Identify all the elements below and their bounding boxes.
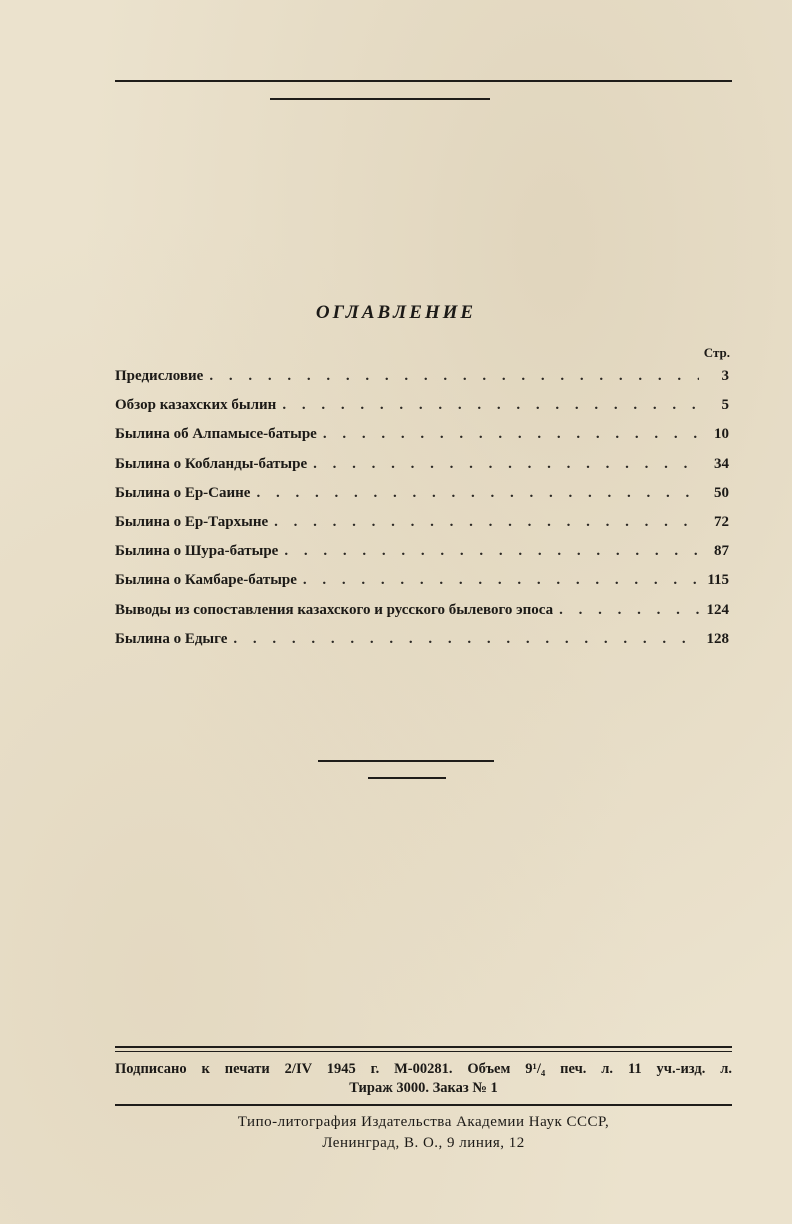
toc-entry bbox=[115, 602, 729, 631]
toc-entry-page: 115 bbox=[707, 572, 729, 589]
toc-entry-page: 3 bbox=[721, 368, 729, 384]
printer-line-2: Ленинград, В. О., 9 линия, 12 bbox=[322, 1135, 525, 1151]
toc-entry-page: 124 bbox=[706, 601, 729, 618]
imprint-block bbox=[115, 1060, 732, 1098]
toc-entry bbox=[115, 426, 729, 455]
toc-entry-page: 50 bbox=[714, 484, 729, 501]
toc-entry bbox=[115, 485, 729, 514]
imprint-rule-top bbox=[115, 1046, 732, 1048]
toc-entry bbox=[115, 514, 729, 543]
toc-heading: ОГЛАВЛЕНИЕ bbox=[315, 302, 477, 323]
toc-entry-title: Былина о Едыге bbox=[115, 630, 228, 647]
leader-dots bbox=[284, 543, 699, 560]
printer-line-1: Типо-литография Издательства Академии Наук СССР, bbox=[237, 1114, 610, 1130]
toc-entry-title: Былина о Кобланды-батыре bbox=[115, 455, 308, 472]
leader-dots bbox=[313, 456, 699, 473]
leader-dots bbox=[303, 572, 699, 589]
mid-rule bbox=[318, 760, 494, 762]
imprint-rule-top-thin bbox=[115, 1051, 732, 1052]
toc-entry-page: 72 bbox=[714, 513, 729, 530]
toc-entry-title: Былина о Ер-Тархыне bbox=[115, 513, 269, 530]
toc-entry bbox=[115, 572, 729, 601]
page-column-header: Стр. bbox=[703, 345, 730, 360]
leader-dots bbox=[233, 631, 699, 648]
toc-entry bbox=[115, 368, 729, 397]
printer-info bbox=[115, 1112, 732, 1154]
leader-dots bbox=[323, 426, 699, 443]
table-of-contents bbox=[115, 368, 729, 660]
top-rule-sub bbox=[270, 98, 490, 100]
toc-entry bbox=[115, 456, 729, 485]
leader-dots bbox=[209, 368, 699, 385]
top-rule bbox=[115, 80, 732, 82]
mid-rule-sub bbox=[368, 777, 446, 779]
toc-entry-page: 10 bbox=[714, 426, 729, 443]
toc-entry-title: Былина о Шура-батыре bbox=[115, 543, 279, 560]
imprint-rule-bottom bbox=[115, 1104, 732, 1106]
toc-entry-title: Предисловие bbox=[115, 368, 204, 384]
toc-entry-page: 5 bbox=[721, 397, 729, 414]
toc-entry-page: 87 bbox=[714, 543, 729, 560]
toc-entry-page: 34 bbox=[714, 455, 729, 472]
toc-entry-title: Былина об Алпамысе-батыре bbox=[115, 426, 317, 443]
toc-entry bbox=[115, 543, 729, 572]
leader-dots bbox=[274, 514, 699, 531]
leader-dots bbox=[559, 602, 699, 619]
leader-dots bbox=[282, 397, 699, 414]
toc-entry-title: Былина о Камбаре-батыре bbox=[115, 572, 297, 589]
imprint-line-1: Подписано к печати 2/IV 1945 г. М-00281. Объем 9¹/₄ печ. л. 11 уч.-изд. л. bbox=[115, 1061, 732, 1077]
toc-entry bbox=[115, 631, 729, 660]
leader-dots bbox=[256, 485, 699, 502]
toc-entry bbox=[115, 397, 729, 426]
toc-entry-page: 128 bbox=[706, 630, 729, 647]
toc-entry-title: Былина о Ер-Саине bbox=[115, 484, 251, 501]
toc-entry-title: Выводы из сопоставления казахского и русского былевого эпоса bbox=[115, 601, 554, 618]
imprint-line-2: Тираж 3000. Заказ № 1 bbox=[349, 1080, 498, 1096]
toc-entry-title: Обзор казахских былин bbox=[115, 397, 277, 414]
